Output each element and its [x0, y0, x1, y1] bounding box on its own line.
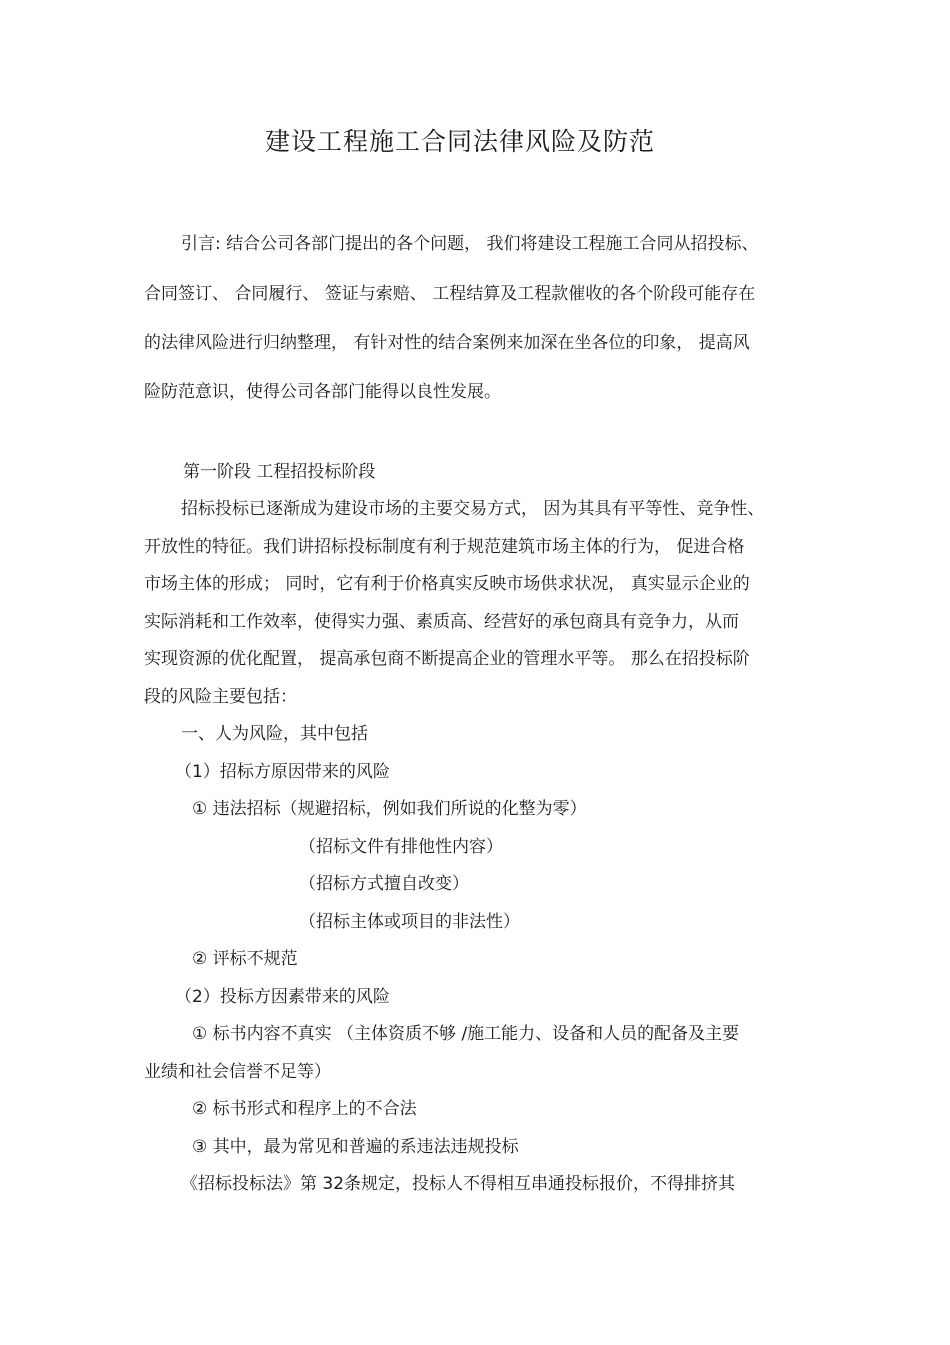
sub-item-collusive-bidding: ③ 其中，最为常见和普遍的系违法违规投标 — [192, 1137, 519, 1157]
sub-item-irregular-evaluation: ② 评标不规范 — [192, 949, 298, 969]
sub-item-illegal-tender: ① 违法招标（规避招标，例如我们所说的化整为零） — [192, 799, 587, 819]
sub-item-untrue-bid-line-1: ① 标书内容不真实 （主体资质不够 /施工能力、设备和人员的配备及主要 — [192, 1024, 740, 1044]
law-citation-line: 《招标投标法》第 32条规定，投标人不得相互串通投标报价，不得排挤其 — [181, 1174, 736, 1194]
intro-line-3: 的法律风险进行归纳整理， 有针对性的结合案例来加深在坐各位的印象， 提高风 — [144, 333, 750, 353]
document-title: 建设工程施工合同法律风险及防范 — [264, 127, 655, 156]
para-line-1: 招标投标已逐渐成为建设市场的主要交易方式， 因为其具有平等性、竞争性、 — [181, 499, 765, 519]
para-line-2: 开放性的特征。我们讲招标投标制度有利于规范建筑市场主体的行为， 促进合格 — [144, 537, 745, 557]
sub-item-illegal-subject: （招标主体或项目的非法性） — [299, 912, 520, 932]
sub-item-untrue-bid-line-2: 业绩和社会信誉不足等） — [144, 1062, 331, 1082]
sub-item-illegal-form: ② 标书形式和程序上的不合法 — [192, 1099, 417, 1119]
para-line-4: 实际消耗和工作效率，使得实力强、素质高、经营好的承包商具有竞争力，从而 — [144, 612, 739, 632]
sub-item-method-changed: （招标方式擅自改变） — [299, 874, 469, 894]
intro-line-4: 险防范意识，使得公司各部门能得以良性发展。 — [144, 382, 501, 402]
sub-item-tenderer-risk: （1）招标方原因带来的风险 — [175, 762, 390, 782]
item-human-risk: 一、人为风险，其中包括 — [181, 724, 368, 744]
para-line-3: 市场主体的形成； 同时，它有利于价格真实反映市场供求状况， 真实显示企业的 — [144, 574, 750, 594]
sub-item-exclusive-content: （招标文件有排他性内容） — [299, 837, 503, 857]
section-heading: 第一阶段 工程招投标阶段 — [183, 462, 376, 482]
para-line-5: 实现资源的优化配置， 提高承包商不断提高企业的管理水平等。 那么在招投标阶 — [144, 649, 750, 669]
sub-item-bidder-risk: （2）投标方因素带来的风险 — [175, 987, 390, 1007]
para-line-6: 段的风险主要包括： — [144, 687, 297, 707]
intro-line-1: 引言: 结合公司各部门提出的各个问题， 我们将建设工程施工合同从招投标、 — [181, 234, 759, 254]
intro-line-2: 合同签订、 合同履行、 签证与索赔、 工程结算及工程款催收的各个阶段可能存在 — [144, 284, 756, 304]
